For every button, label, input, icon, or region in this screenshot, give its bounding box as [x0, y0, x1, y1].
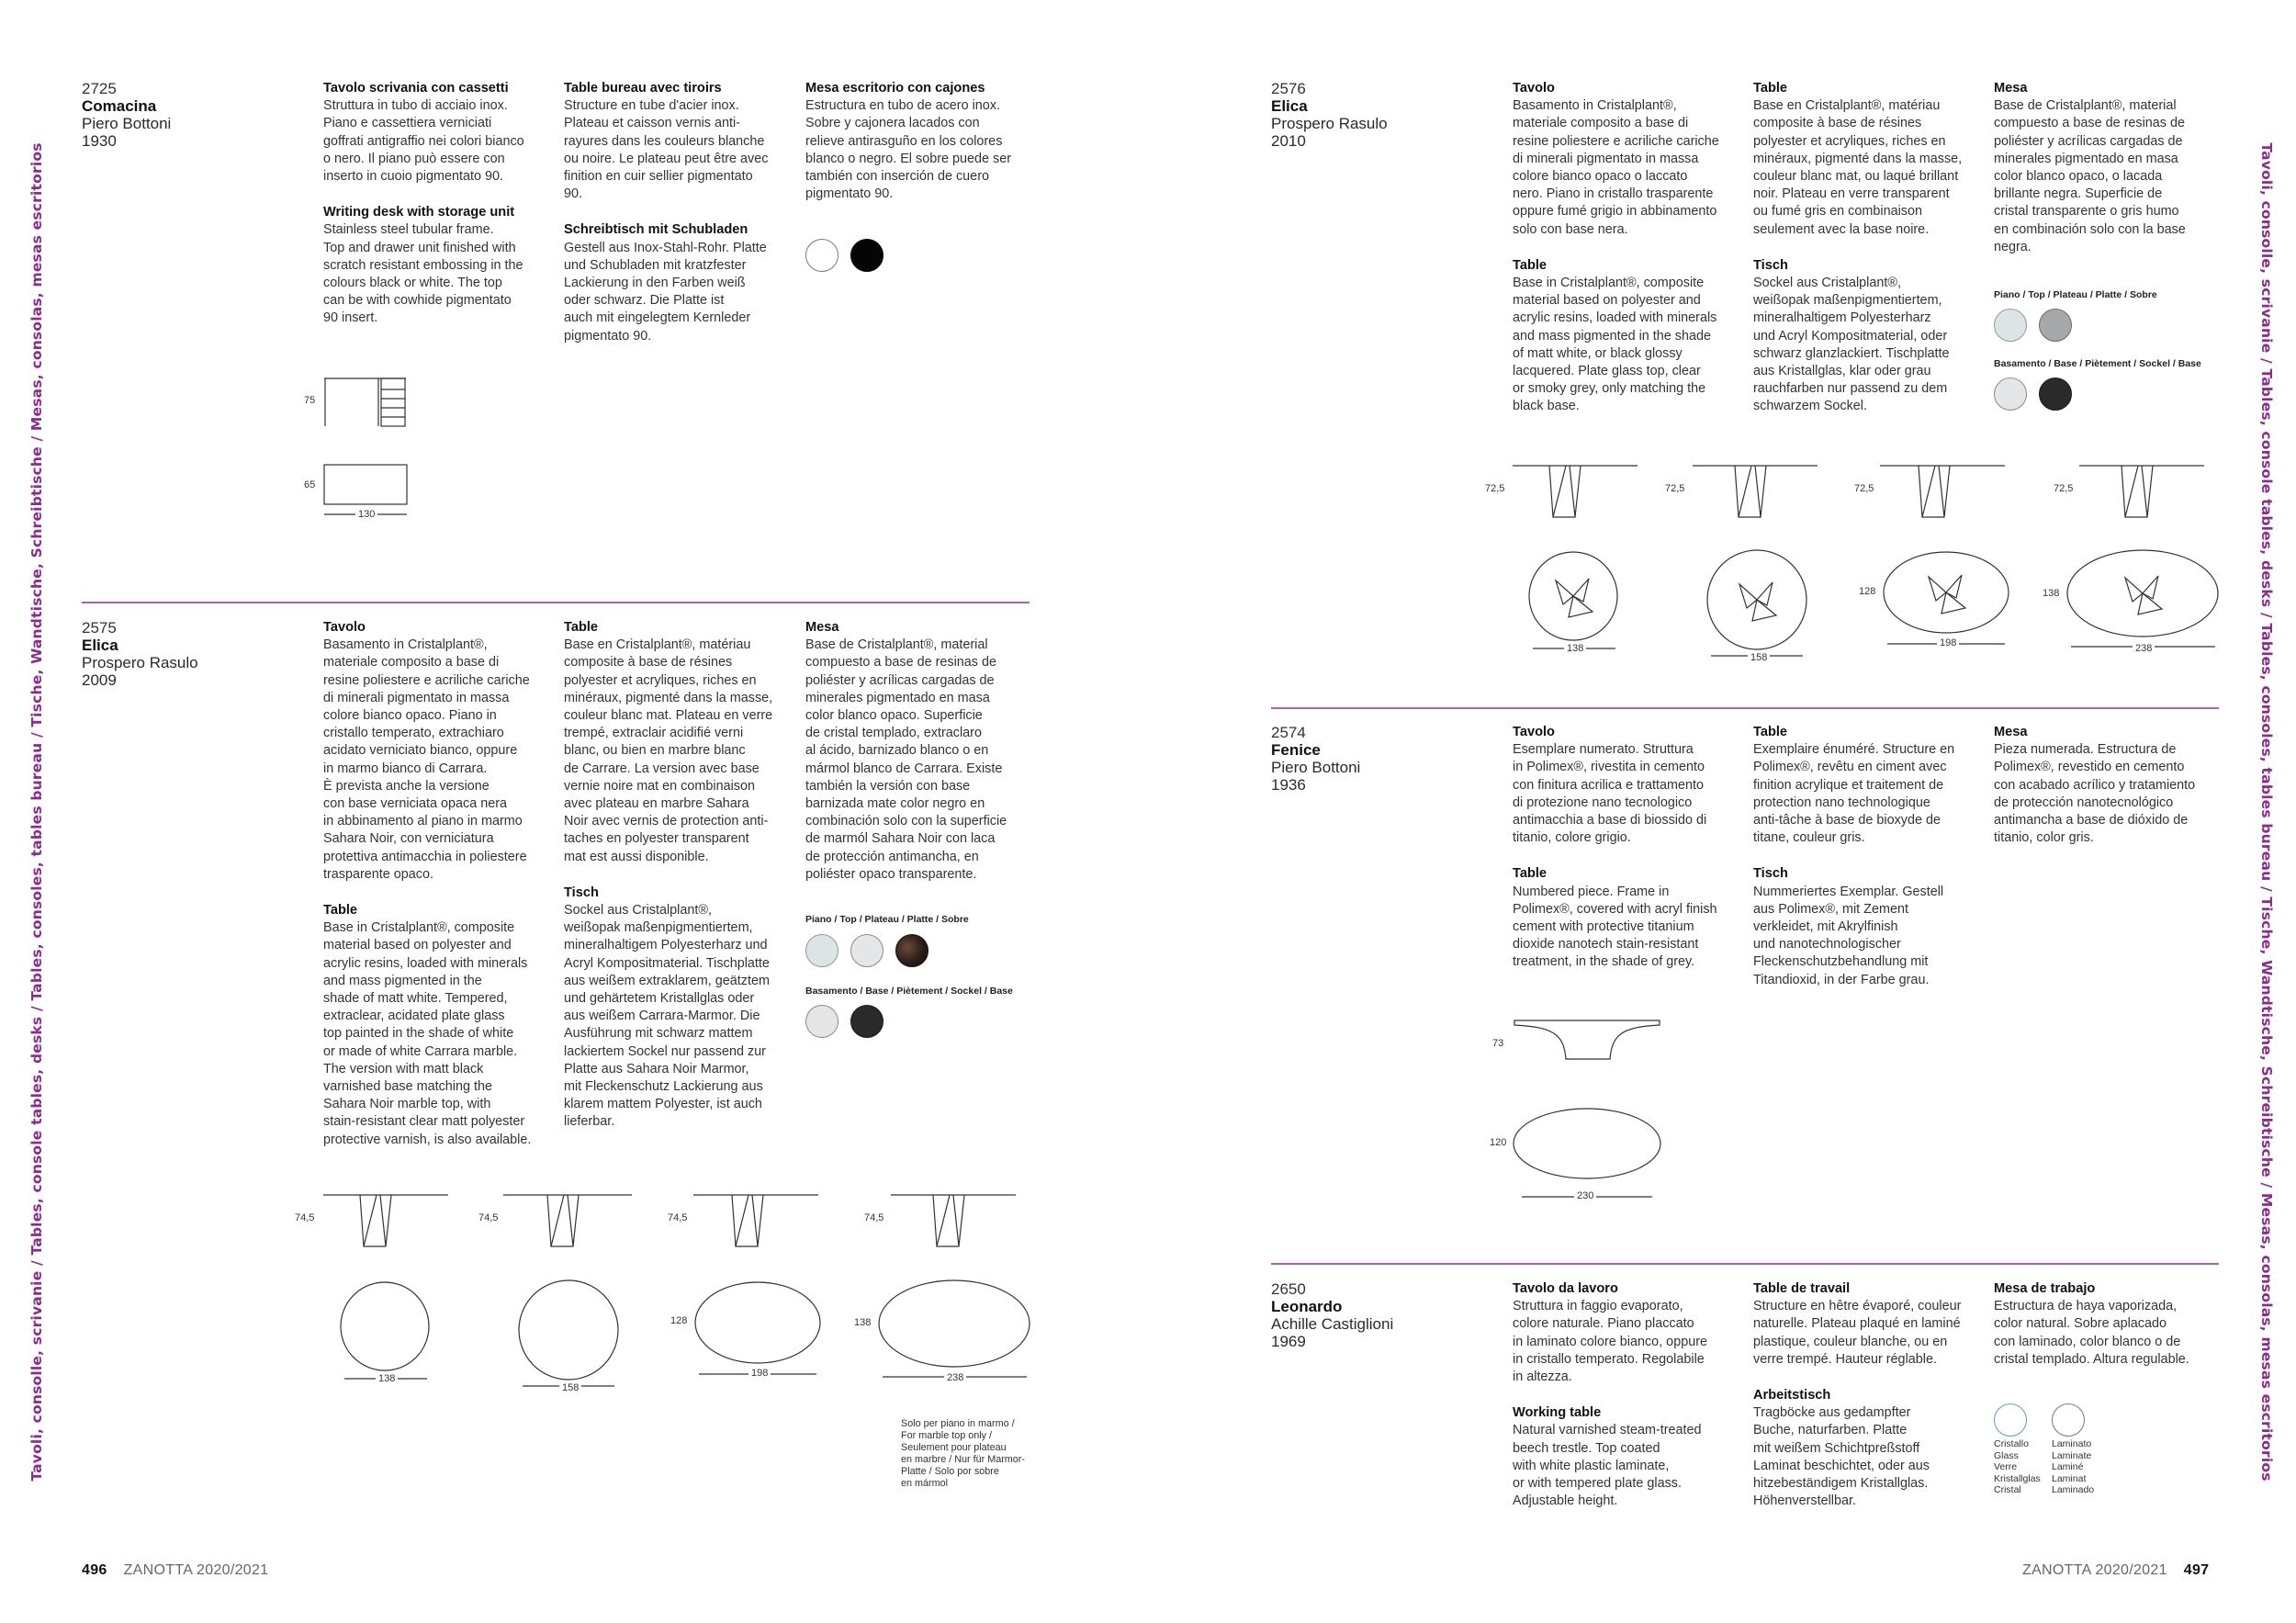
dim-oval-depth: 138 [854, 1317, 872, 1328]
elica-side-view [2079, 464, 2208, 521]
product-elica-2009 [82, 619, 247, 689]
dim-width: 230 [1574, 1190, 1596, 1201]
desc-fr-de [1753, 724, 1978, 989]
elica-round-top-158 [1706, 549, 1809, 659]
desc-text: Gestell aus Inox-Stahl-Rohr. Platte und Schubladen mit kratzfester Lackierung in den Farben weiß oder schwarz. Die Platte ist auch mit eingelegtem Kernleder pigmentato 90. [564, 240, 767, 344]
swatch-base-black [2039, 378, 2072, 411]
dim-height: 74,5 [864, 1212, 884, 1223]
desc-title: Table [323, 903, 358, 919]
elica-side-view [323, 1193, 452, 1250]
desc-text: Tragböcke aus gedampfter Buche, naturfarben. Platte mit weißem Schichtpreßstoff Laminat beschichtet, oder aus hitzebeständigem Kristallglas. Höhenverstellbar. [1753, 1405, 1930, 1509]
product-code: 2725 [82, 80, 117, 97]
product-code: 2576 [1271, 80, 1306, 97]
desc-it-en [323, 80, 548, 328]
desc-text: Esemplare numerato. Struttura in Polimex®, rivestita in cemento con finitura acrilica e trattamento di protezione nano tecnologico antimacchia a base di biossido di titanio, colore grigio. [1513, 742, 1707, 846]
section-divider [1271, 1263, 2219, 1265]
dim-oval-depth: 128 [670, 1315, 688, 1326]
desc-text: Base en Cristalplant®, matériau composite à base de résines polyester et acryliques, riches en minéraux, pigmenté dans la masse, couleur blanc mat, ou laqué brillant noir. Plateau en verre transparent ou fumé gris en combinaison seulement avec la base noire. [1753, 98, 1963, 237]
desc-text: Stainless steel tubular frame. Top and drawer unit finished with scratch resistant embossing in the colours black or white. The top can be with cowhide pigmentato 90 insert. [323, 222, 523, 326]
swatch-sahara-noir-marble [895, 934, 929, 967]
brand-edition: ZANOTTA 2020/2021 [2022, 1562, 2167, 1578]
desc-title: Mesa [1994, 81, 2028, 96]
dim-depth: 120 [1490, 1137, 1507, 1148]
dim-height: 74,5 [295, 1212, 315, 1223]
dim-oval-width: 238 [2133, 643, 2155, 654]
dim-height: 72,5 [1854, 483, 1874, 494]
product-designer: Piero Bottoni [82, 115, 172, 132]
desc-it-en [1513, 724, 1738, 972]
dim-height: 74,5 [668, 1212, 688, 1223]
elica-side-view [1693, 464, 1821, 521]
elica-oval-top-238 [878, 1279, 1032, 1385]
product-designer: Piero Bottoni [1271, 759, 1361, 776]
desc-title: Writing desk with storage unit [323, 205, 515, 220]
desc-text: Basamento in Cristalplant®, materiale composito a base di resine poliestere e acriliche cariche di minerali pigmentato in massa colore bianco opaco o laccato nero. Piano in cristallo trasparente oppure fumé grigio in abbinamento solo con base nera. [1513, 98, 1719, 237]
desc-title: Arbeitstisch [1753, 1388, 1831, 1403]
desc-text: Structure en hêtre évaporé, couleur naturelle. Plateau plaqué en laminé plastique, couleur blanche, ou en verre trempé. Hauteur réglable. [1753, 1299, 1962, 1367]
desc-title: Tavolo [1513, 725, 1555, 739]
side-tab-left: Tavoli, consolle, scrivanie / Tables, console tables, desks / Tables, consoles, tables bureau / Tische, Wandtische, Schreibtische / Mesas, consolas, mesas escritorios [28, 142, 45, 1482]
product-name: Fenice [1271, 741, 1321, 759]
swatch-base-black [850, 1005, 884, 1038]
desc-title: Tavolo [323, 620, 366, 635]
elica-round-top-138 [1528, 551, 1620, 652]
swatch-laminate-label: Laminato Laminate Laminé Laminat Laminado [2052, 1438, 2095, 1495]
dim-height: 72,5 [1665, 483, 1685, 494]
desc-title: Table [1753, 725, 1788, 739]
desc-title: Mesa [805, 620, 839, 635]
elica-round-top-158 [518, 1279, 621, 1390]
dim-oval-width: 238 [944, 1372, 966, 1383]
brand-edition: ZANOTTA 2020/2021 [123, 1562, 269, 1578]
desc-text: Sockel aus Cristalplant®, weißopak maßenpigmentiertem, mineralhaltigem Polyesterharz und Acryl Kompositmaterial. Tischplatte aus weißem extraklarem, geätztem und gehärtetem Kristallglas oder aus weißem Carrara-Marmor. Die Ausführung mit schwarz mattem lackiertem Sockel nur passend zur Platte aus Sahara Noir Marmor, mit Fleckenschutz Lackierung aus klarem mattem Polyester, ist auch lieferbar. [564, 903, 770, 1130]
desc-text: Base de Cristalplant®, material compuesto a base de resinas de poliéster y acrílicas cargadas de minerales pigmentado en masa color blanco opaco. Superficie de cristal templado, extraclaro al ácido, barnizado blanco o en mármol blanco de Carrara. Existe también la versión con base barnizada mate color negro en combinación solo con la superficie de marmól Sahara Noir con laca de protección antimancha, en poliéster opaco transparente. [805, 637, 1007, 882]
product-year: 1936 [1271, 776, 1306, 794]
desc-es [805, 80, 1030, 203]
desc-title: Tisch [1753, 866, 1788, 882]
product-fenice [1271, 724, 1436, 794]
desc-es [1994, 724, 2219, 847]
desc-title: Mesa de trabajo [1994, 1281, 2096, 1296]
desc-title: Mesa [1994, 725, 2028, 739]
desc-text: Base in Cristalplant®, composite material based on polyester and acrylic resins, loaded with minerals and mass pigmented in the shade of matt white, or black glossy lacquered. Plate glass top, clear or smoky grey, only matching the black base. [1513, 276, 1717, 414]
desc-title: Tisch [564, 885, 599, 900]
desc-it-en [323, 619, 548, 1149]
product-name: Comacina [82, 97, 157, 115]
product-designer: Prospero Rasulo [1271, 115, 1388, 132]
desc-title: Table de travail [1753, 1281, 1851, 1296]
page-number: 497 [2183, 1562, 2210, 1578]
elica-side-view [891, 1193, 1019, 1250]
product-year: 2009 [82, 671, 117, 689]
swatch-laminate [2052, 1403, 2085, 1437]
dim-height: 75 [304, 395, 316, 406]
dim-diameter: 158 [559, 1382, 581, 1393]
swatch-black [850, 239, 884, 272]
desc-text: Exemplaire énuméré. Structure en Polimex®, revêtu en ciment avec finition acrylique et traitement de protection nano technologique anti-tâche à base de bioxyde de titane, couleur gris. [1753, 742, 1955, 846]
desc-title: Tavolo [1513, 81, 1555, 96]
swatch-white [805, 239, 838, 272]
product-name: Leonardo [1271, 1298, 1343, 1315]
swatch-glass [1994, 1403, 2027, 1437]
desc-it-en [1513, 1280, 1738, 1510]
dim-height: 73 [1492, 1038, 1504, 1049]
swatch-glass-white [805, 934, 838, 967]
dim-height: 72,5 [1485, 483, 1505, 494]
swatch-base-white [1994, 378, 2027, 411]
swatch-glass-smoky-grey [2039, 309, 2072, 342]
dim-width: 130 [355, 509, 377, 520]
desc-text: Struttura in tubo di acciaio inox. Piano e cassettiera verniciati goffrati antigraffio nei colori bianco o nero. Il piano può essere con inserto in cuoio pigmentato 90. [323, 98, 524, 185]
desc-fr-de [564, 80, 789, 345]
desc-text: Struttura in faggio evaporato, colore naturale. Piano placcato in laminato colore bianco, oppure in cristallo temperato. Regolabile in altezza. [1513, 1299, 1707, 1385]
product-name: Elica [82, 637, 118, 654]
swatch-group-top-label: Piano / Top / Plateau / Platte / Sobre [805, 914, 969, 925]
elica-side-view [693, 1193, 822, 1250]
dim-depth: 65 [304, 479, 316, 490]
desc-es [1994, 80, 2219, 256]
comacina-side-view [323, 377, 411, 428]
desc-text: Numbered piece. Frame in Polimex®, covered with acryl finish cement with protective titanium dioxide nanotech stain-resistant treatment, in the shade of grey. [1513, 884, 1717, 970]
section-divider [1271, 707, 2219, 709]
desc-text: Base in Cristalplant®, composite material based on polyester and acrylic resins, loaded with minerals and mass pigmented in the shade of matt white. Tempered, extraclear, acidated plate glass top painted in the shade of white or made of white Carrara marble. The version with matt black varnished base matching the Sahara Noir marble top, with stain-resistant clear matt polyester protective varnish, is also available. [323, 920, 532, 1147]
product-code: 2574 [1271, 724, 1306, 741]
desc-fr-de [1753, 80, 1978, 416]
elica-side-view [1880, 464, 2009, 521]
product-year: 1930 [82, 132, 117, 150]
dim-diameter: 138 [1564, 643, 1586, 654]
desc-text: Sockel aus Cristalplant®, weißopak maßenpigmentiertem, mineralhaltigem Polyesterharz und Acryl Kompositmaterial, oder schwarz glanzlackiert. Tischplatte aus Kristallglas, klar oder grau rauchfarben nur passend zu dem schwarzem Sockel. [1753, 276, 1950, 414]
desc-title: Tisch [1753, 257, 1788, 273]
swatch-group-top-label: Piano / Top / Plateau / Platte / Sobre [1994, 289, 2157, 300]
side-tab-right: Tavoli, consolle, scrivanie / Tables, console tables, desks / Tables, consoles, tables bureau / Tische, Wandtische, Schreibtische / Mesas, consolas, mesas escritorios [2258, 142, 2275, 1482]
product-year: 2010 [1271, 132, 1306, 150]
elica-side-view [1513, 464, 1641, 521]
product-name: Elica [1271, 97, 1308, 115]
desc-text: Estructura de haya vaporizada, color natural. Sobre aplacado con laminado, color blanco o de cristal templado. Altura regulable. [1994, 1299, 2189, 1367]
fenice-side-view [1513, 1018, 1664, 1065]
swatch-group-base-label: Basamento / Base / Piètement / Sockel / Base [805, 986, 1013, 997]
desc-title: Table [564, 620, 599, 635]
footer-right [2022, 1562, 2209, 1579]
desc-title: Tavolo da lavoro [1513, 1281, 1618, 1296]
product-code: 2650 [1271, 1280, 1306, 1298]
desc-title: Mesa escritorio con cajones [805, 81, 985, 96]
desc-text: Pieza numerada. Estructura de Polimex®, revestido en cemento con acabado acrílico y tratamiento de protección nanotecnológico antimancha a base de dióxido de titanio, color gris. [1994, 742, 2196, 846]
swatch-group-base-label: Basamento / Base / Piètement / Sockel / Base [1994, 358, 2201, 369]
dim-oval-width: 198 [748, 1368, 771, 1379]
desc-fr-de [1753, 1280, 1978, 1510]
desc-title: Table bureau avec tiroirs [564, 81, 722, 96]
product-year: 1969 [1271, 1333, 1306, 1350]
swatch-glass-clear [1994, 309, 2027, 342]
dim-diameter: 138 [376, 1373, 398, 1384]
dim-height: 74,5 [478, 1212, 499, 1223]
dim-height: 72,5 [2054, 483, 2074, 494]
elica-round-top-138 [340, 1281, 432, 1382]
section-divider [82, 602, 1030, 603]
desc-title: Table [1753, 81, 1788, 96]
desc-title: Schreibtisch mit Schubladen [564, 222, 748, 238]
dim-oval-width: 198 [1937, 637, 1959, 648]
product-elica-2010 [1271, 80, 1436, 150]
product-code: 2575 [82, 619, 117, 637]
swatch-carrara-marble [850, 934, 884, 967]
swatch-base-white [805, 1005, 838, 1038]
dim-oval-depth: 128 [1859, 586, 1876, 597]
desc-it-en [1513, 80, 1738, 416]
desc-es [805, 619, 1030, 884]
desc-text: Basamento in Cristalplant®, materiale composito a base di resine poliestere e acriliche cariche di minerali pigmentato in massa colore bianco opaco. Piano in cristallo temperato, extrachiaro acidato verniciato bianco, oppure in marmo bianco di Carrara. È prevista anche la versione con base verniciata opaca nera in abbinamento al piano in marmo Sahara Noir, con verniciatura protettiva antimacchia in poliestere trasparente opaco. [323, 637, 530, 882]
marble-only-note: Solo per piano in marmo / For marble top only / Seulement pour plateau en marbre / Nur für Marmor- Platte / Solo por sobre en mármol [901, 1418, 1025, 1489]
elica-side-view [503, 1193, 632, 1250]
product-leonardo [1271, 1280, 1436, 1350]
desc-fr-de [564, 619, 789, 1132]
product-designer: Achille Castiglioni [1271, 1315, 1394, 1333]
desc-text: Nummeriertes Exemplar. Gestell aus Polimex®, mit Zement verkleidet, mit Akrylfinish und nanotechnologischer Fleckenschutzbehandlung mit Titandioxid, in der Farbe grau. [1753, 884, 1944, 987]
desc-text: Structure en tube d'acier inox. Plateau et caisson vernis anti- rayures dans les couleurs blanche ou noire. Le plateau peut être avec finition en cuir sellier pigmentato 90. [564, 98, 769, 202]
desc-title: Tavolo scrivania con cassetti [323, 81, 509, 96]
desc-text: Natural varnished steam-treated beech trestle. Top coated with white plastic laminate, or with tempered plate glass. Adjustable height. [1513, 1423, 1702, 1509]
dim-diameter: 158 [1748, 652, 1770, 663]
desc-text: Estructura en tubo de acero inox. Sobre y cajonera lacados con relieve antirasguño en los colores blanco o negro. El sobre puede ser también con inserción de cuero pigmentato 90. [805, 98, 1012, 202]
desc-text: Base de Cristalplant®, material compuesto a base de resinas de poliéster y acrílicas cargadas de minerales pigmentado en masa color blanco opaco, o lacada brillante negra. Superficie de cristal transparente o gris humo en combinación solo con la base negra. [1994, 98, 2186, 254]
swatch-glass-label: Cristallo Glass Verre Kristallglas Cristal [1994, 1438, 2041, 1495]
desc-title: Table [1513, 866, 1548, 882]
dim-oval-depth: 138 [2043, 588, 2060, 599]
elica-oval-top-238 [2066, 549, 2221, 655]
desc-title: Working table [1513, 1405, 1602, 1421]
desc-text: Base en Cristalplant®, matériau composite à base de résines polyester et acryliques, riches en minéraux, pigmenté dans la masse, couleur blanc mat. Plateau en verre trempé, extraclair acidifié verni blanc, ou bien en marbre blanc de Carrare. La version avec base vernie noire mat en combinaison avec plateau en marbre Sahara Noir avec vernis de protection anti- taches en polyester transparent mat est aussi disponible. [564, 637, 773, 864]
product-comacina [82, 80, 247, 150]
product-designer: Prospero Rasulo [82, 654, 198, 671]
footer-left [82, 1562, 268, 1579]
desc-es [1994, 1280, 2219, 1369]
page-number: 496 [82, 1562, 107, 1578]
desc-title: Table [1513, 257, 1548, 273]
